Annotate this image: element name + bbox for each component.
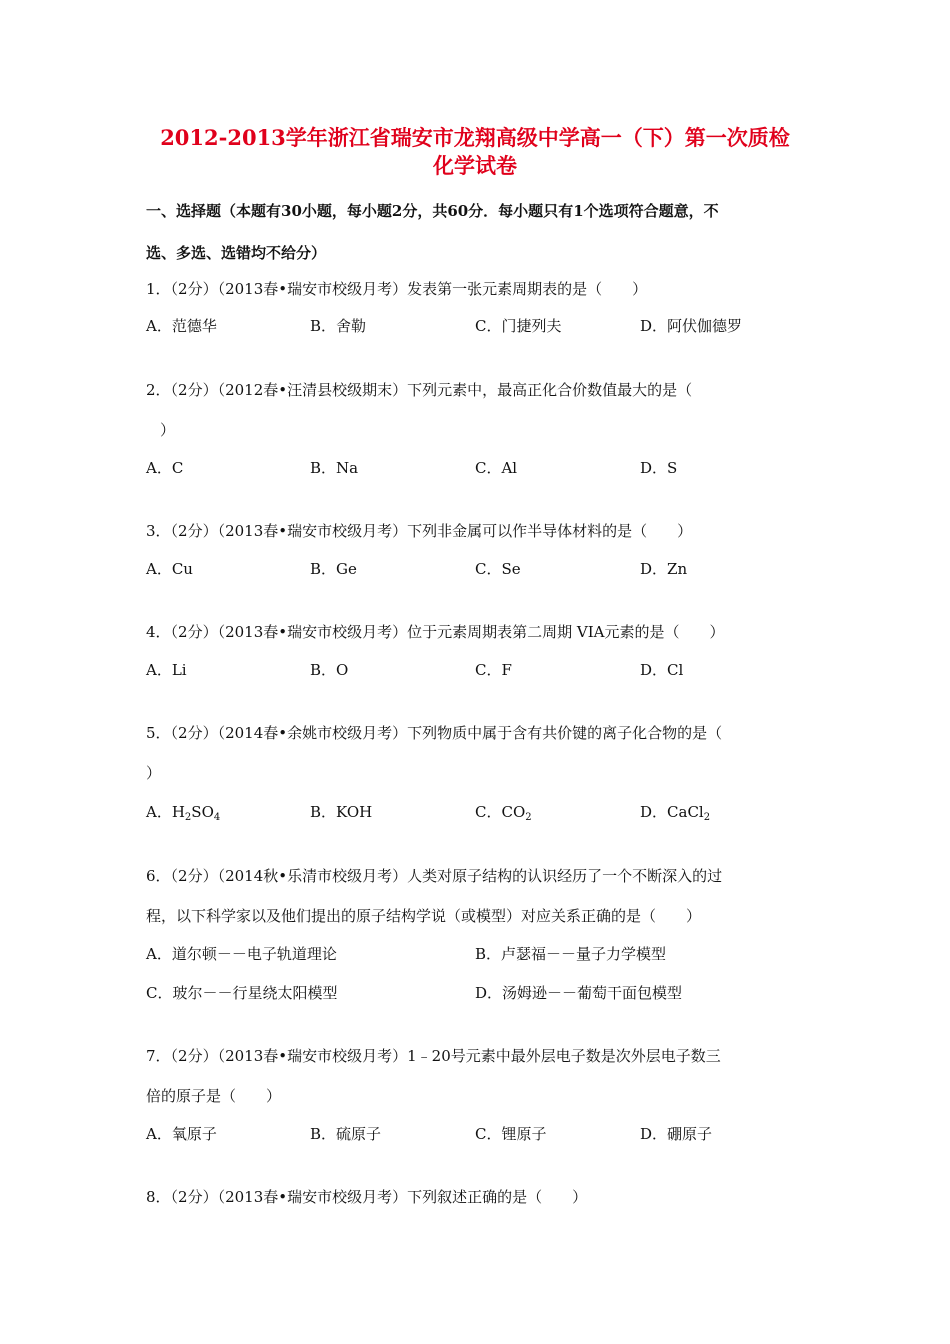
- question-3-stem: 3．（2分）（2013春•瑞安市校级月考）下列非金属可以作半导体材料的是（ ）: [146, 522, 693, 540]
- question-3-option-a: A．Cu: [146, 560, 193, 578]
- question-2-option-c: C．Al: [475, 459, 518, 477]
- question-8-stem: 8．（2分）（2013春•瑞安市校级月考）下列叙述正确的是（ ）: [146, 1188, 588, 1206]
- question-6-stem-cont: 程，以下科学家以及他们提出的原子结构学说（或模型）对应关系正确的是（ ）: [146, 907, 702, 925]
- question-6-stem: 6．（2分）（2014秋•乐清市校级月考）人类对原子结构的认识经历了一个不断深入的过: [146, 867, 723, 885]
- question-1-stem: 1．（2分）（2013春•瑞安市校级月考）发表第一张元素周期表的是（ ）: [146, 280, 648, 298]
- question-5-option-a: A．$H_2SO_4$: [146, 803, 221, 823]
- question-6-option-a: A．道尔顿－－电子轨道理论: [146, 945, 337, 963]
- question-7-option-c: C．锂原子: [475, 1125, 547, 1143]
- question-2-stem-cont: ）: [160, 421, 176, 439]
- question-5-stem-cont: ）: [146, 764, 162, 782]
- exam-title-line2: 化学试卷: [433, 153, 517, 178]
- question-1-option-d: D．阿伏伽德罗: [640, 317, 743, 335]
- question-5-option-b: B．KOH: [310, 803, 373, 821]
- question-7-option-b: B．硫原子: [310, 1125, 382, 1143]
- question-5-option-d: D．CaCl$_2$: [640, 803, 711, 823]
- question-3-option-c: C．Se: [475, 560, 521, 578]
- question-4-stem: 4．（2分）（2013春•瑞安市校级月考）位于元素周期表第二周期 VIA元素的是（ ）: [146, 623, 725, 641]
- question-2-option-a: A．C: [146, 459, 184, 477]
- question-4-option-a: A．Li: [146, 661, 187, 679]
- question-1-option-b: B．舍勒: [310, 317, 367, 335]
- question-7-option-d: D．硼原子: [640, 1125, 713, 1143]
- question-6-option-b: B．卢瑟福－－量子力学模型: [475, 945, 667, 963]
- question-7-option-a: A．氧原子: [146, 1125, 217, 1143]
- question-4-option-c: C．F: [475, 661, 512, 679]
- question-2-option-d: D．S: [640, 459, 678, 477]
- section-heading-line2: 选、多选、选错均不给分）: [146, 244, 327, 262]
- question-5-stem: 5．（2分）（2014春•余姚市校级月考）下列物质中属于含有共价键的离子化合物的是（: [146, 724, 723, 742]
- question-7-stem-cont: 倍的原子是（ ）: [146, 1087, 282, 1105]
- question-2-option-b: B．Na: [310, 459, 359, 477]
- question-3-option-b: B．Ge: [310, 560, 357, 578]
- question-4-option-d: D．Cl: [640, 661, 684, 679]
- question-1-option-c: C．门捷列夫: [475, 317, 562, 335]
- question-6-option-c: C．玻尔－－行星绕太阳模型: [146, 984, 338, 1002]
- section-heading-line1: 一、选择题（本题有30小题，每小题2分，共60分．每小题只有1个选项符合题意，不: [146, 202, 719, 220]
- exam-title-line1: 2012-2013学年浙江省瑞安市龙翔高级中学高一（下）第一次质检: [160, 125, 790, 150]
- question-1-option-a: A．范德华: [146, 317, 217, 335]
- question-3-option-d: D．Zn: [640, 560, 688, 578]
- question-4-option-b: B．O: [310, 661, 349, 679]
- question-6-option-d: D．汤姆逊－－葡萄干面包模型: [475, 984, 683, 1002]
- question-5-option-c: C．$CO_2$: [475, 803, 532, 823]
- question-7-stem: 7．（2分）（2013春•瑞安市校级月考）1﹣20号元素中最外层电子数是次外层电子数三: [146, 1047, 721, 1065]
- question-2-stem: 2．（2分）（2012春•汪清县校级期末）下列元素中，最高正化合价数值最大的是（: [146, 381, 693, 399]
